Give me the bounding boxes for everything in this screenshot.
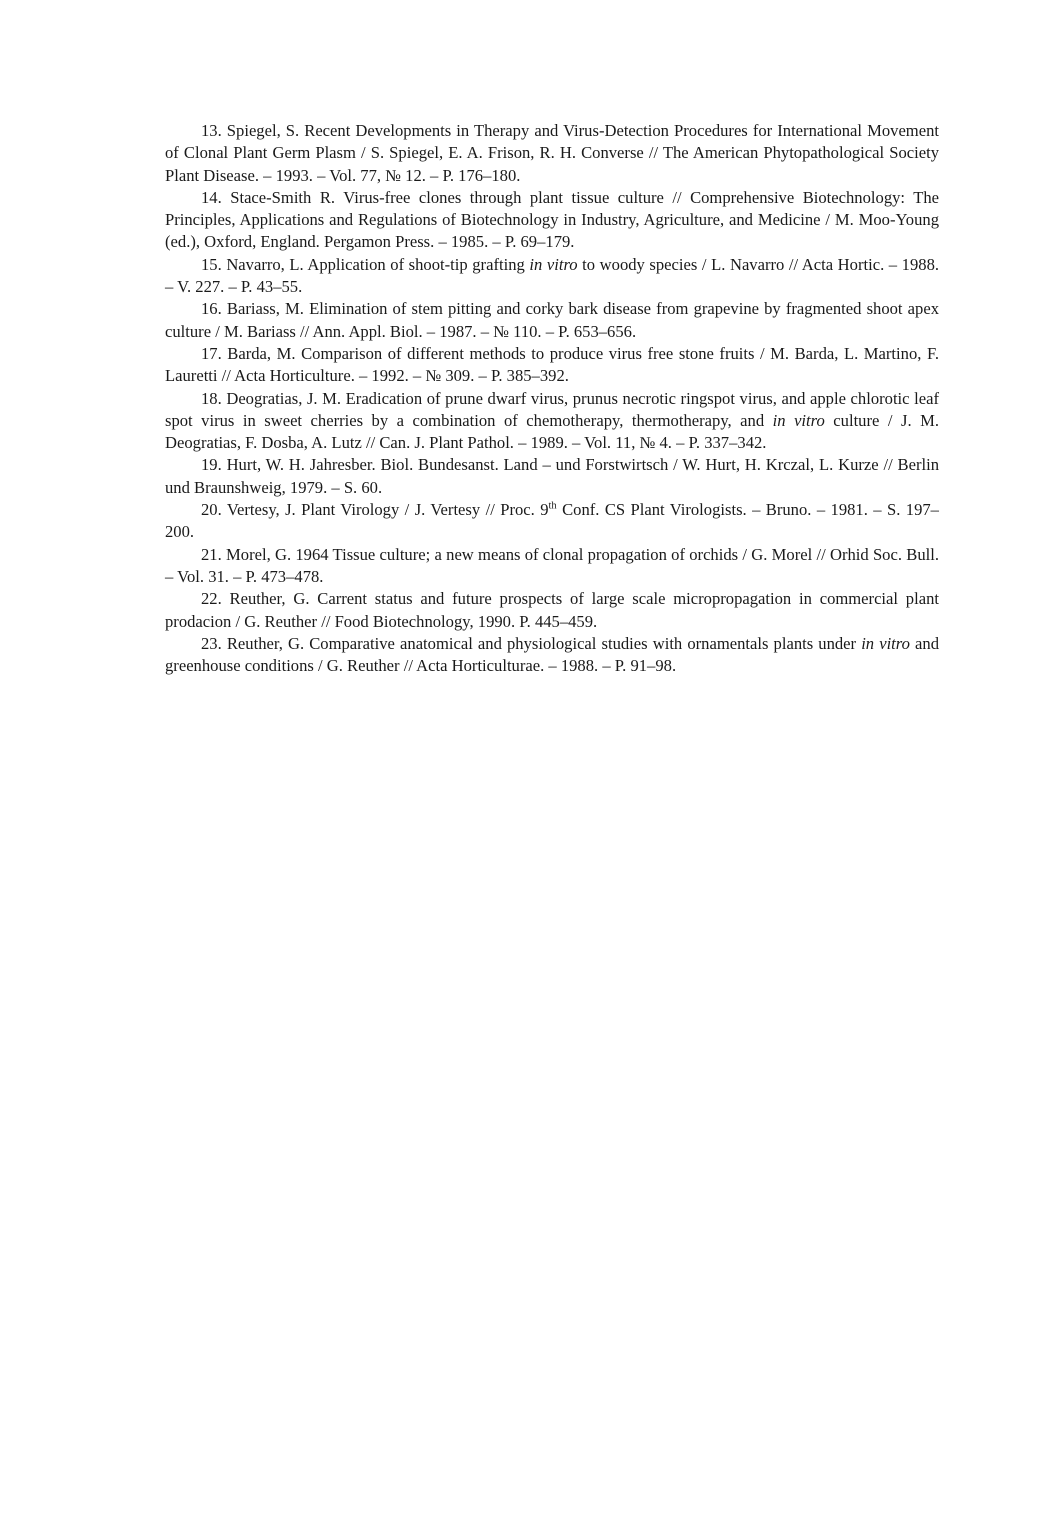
ordinal-superscript: th <box>548 500 557 512</box>
reference-entry-16 <box>165 298 939 343</box>
reference-text: 16. Bariass, M. Elimination of stem pitting and corky bark disease from grapevine by fragmented shoot apex culture / M. Bariass // Ann. Appl. Biol. – 1987. – № 110. – P. 653–656. <box>165 299 939 341</box>
reference-text: 22. Reuther, G. Carrent status and future prospects of large scale micropropagation in commercial plant prodacion / G. Reuther // Food Biotechnology, 1990. P. 445–459. <box>165 589 939 631</box>
italic-term: in vitro <box>861 633 910 653</box>
reference-text: to woody species / L. Navarro // Acta Hortic. – 1988. – V. 227. – P. 43–55. <box>165 254 940 297</box>
reference-entry-21 <box>165 544 939 589</box>
reference-entry-14 <box>165 187 939 254</box>
reference-entry-20 <box>165 499 939 544</box>
reference-text: culture / J. M. Deogratias, F. Dosba, A. Lutz // Can. J. Plant Pathol. – 1989. – Vol. 11, № 4. – P. 337–342. <box>165 410 939 453</box>
reference-text: 14. Stace-Smith R. Virus-free clones through plant tissue culture // Comprehensive Biotechnology: The Principles, Applications and Regulations of Biotechnology in Industry, Agriculture, and Medicine / M. Moo-Young (ed.), Oxford, England. Pergamon Press. – 1985. – P. 69–179. <box>165 187 939 252</box>
reference-list <box>165 120 939 677</box>
reference-entry-18 <box>165 388 939 455</box>
reference-text: and greenhouse conditions / G. Reuther // Acta Horticulturae. – 1988. – P. 91–98. <box>165 633 940 676</box>
reference-text: 19. Hurt, W. H. Jahresber. Biol. Bundesanst. Land – und Forstwirtsch / W. Hurt, H. Krczal, L. Kurze // Berlin und Braunshweig, 1979. – S. 60. <box>165 455 939 497</box>
reference-text: 23. Reuther, G. Comparative anatomical and physiological studies with ornamentals plants under <box>201 633 862 653</box>
reference-text: Conf. CS Plant Virologists. – Bruno. – 1981. – S. 197–200. <box>165 500 939 542</box>
reference-entry-15 <box>165 254 939 299</box>
reference-text: 21. Morel, G. 1964 Tissue culture; a new means of clonal propagation of orchids / G. Morel // Orhid Soc. Bull. – Vol. 31. – P. 473–478. <box>165 544 939 586</box>
reference-text: 13. Spiegel, S. Recent Developments in Therapy and Virus-Detection Procedures for International Movement of Clonal Plant Germ Plasm / S. Spiegel, E. A. Frison, R. H. Converse // The American Phytopathological Society Plant Disease. – 1993. – Vol. 77, № 12. – P. 176–180. <box>165 121 939 185</box>
reference-entry-13 <box>165 120 939 187</box>
reference-entry-19 <box>165 454 939 499</box>
italic-term: in vitro <box>529 254 578 274</box>
reference-text: 18. Deogratias, J. M. Eradication of prune dwarf virus, prunus necrotic ringspot virus, and apple chlorotic leaf spot virus in sweet cherries by a combination of chemotherapy, thermotherapy, and <box>165 388 939 430</box>
reference-entry-22 <box>165 588 939 633</box>
italic-term: in vitro <box>772 410 825 430</box>
reference-entry-17 <box>165 343 939 388</box>
reference-text: 15. Navarro, L. Application of shoot-tip grafting <box>201 254 530 274</box>
reference-text: 20. Vertesy, J. Plant Virology / J. Vertesy // Proc. 9 <box>201 500 549 520</box>
reference-text: 17. Barda, M. Comparison of different methods to produce virus free stone fruits / M. Barda, L. Martino, F. Lauretti // Acta Horticulture. – 1992. – № 309. – P. 385–392. <box>165 343 939 386</box>
reference-entry-23 <box>165 633 939 678</box>
